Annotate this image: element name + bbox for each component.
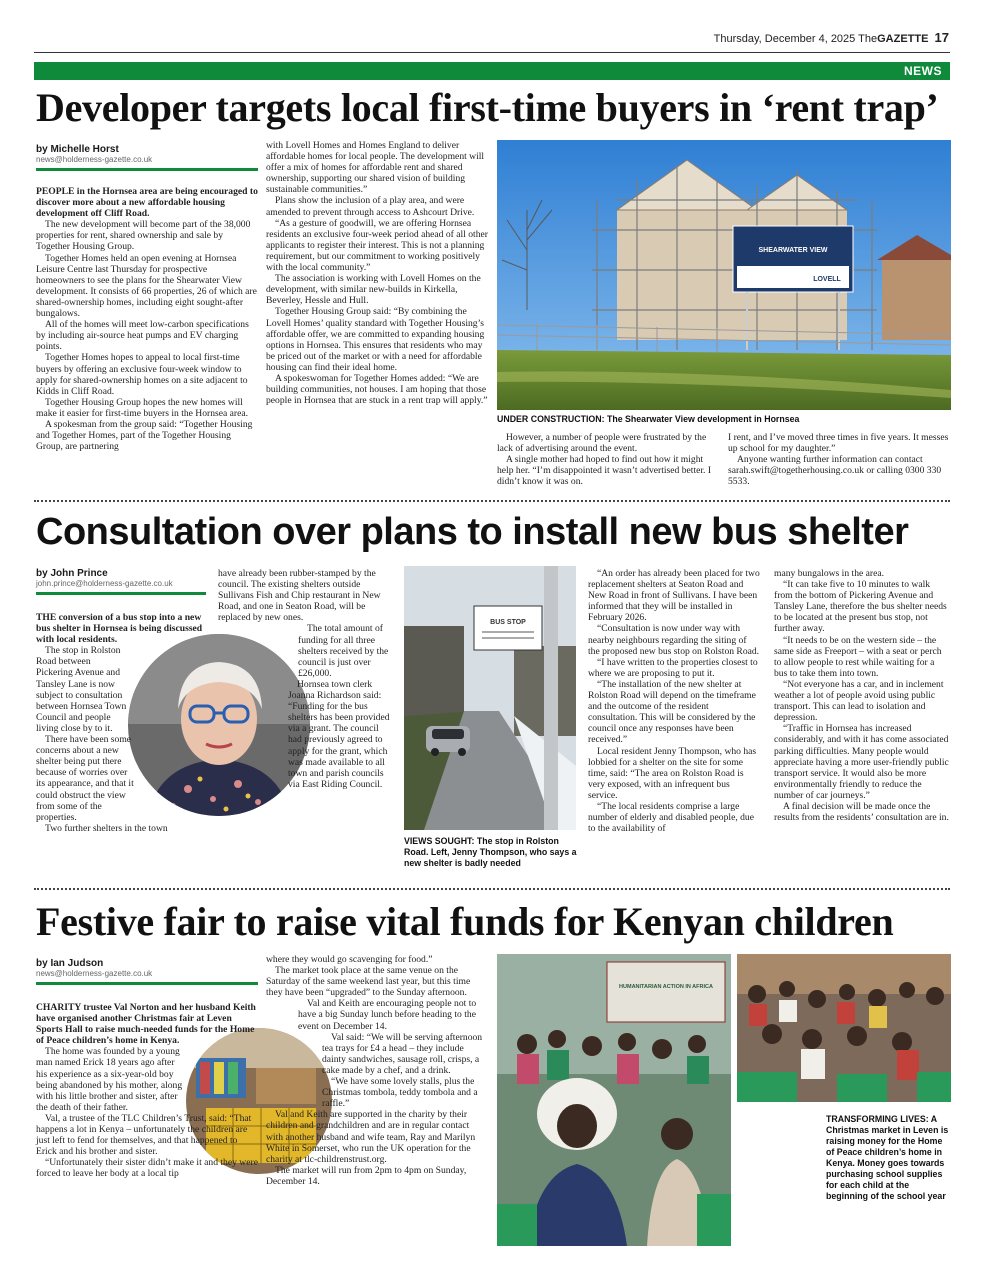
article1-paragraph: Anyone wanting further information can contact sarah.swift@togetherhousing.co.uk or calling 0300 330 5533. xyxy=(728,454,942,488)
article2-byline-block xyxy=(36,568,206,595)
article1-column-2 xyxy=(266,140,488,406)
article1-lead-paragraph: PEOPLE in the Hornsea area are being encouraged to discover more about a new affordable housing development off Cliff Road. xyxy=(36,186,258,220)
article2-paragraph: “Not everyone has a car, and in inclement weather a lot of people avoid using public transport. This can lead to isolation and depression. xyxy=(774,678,944,724)
article3-paragraph: where they would go scavenging for food.” xyxy=(266,954,433,965)
construction-photo xyxy=(497,140,951,410)
article1-paragraph: with Lovell Homes and Homes England to deliver affordable homes for local people. The development will offer a mix of homes for affordable rent and shared ownership, supporting our shared vision of building sustainable communities.” xyxy=(266,140,485,196)
sign-title: SHEARWATER VIEW xyxy=(758,247,828,254)
article2-paragraph: The total amount of funding for all three shelters received by the council is just over £26,000. xyxy=(298,623,389,679)
banner-text: HUMANITARIAN ACTION IN AFRICA xyxy=(619,984,713,990)
article3-column-2 xyxy=(266,954,488,1187)
article1-paragraph: The association is working with Lovell Homes on the development, with similar new-builds in Kirkella, Beverley, Hessle and Hull. xyxy=(266,273,481,307)
article3-column-1 xyxy=(36,1002,258,1180)
article2-column-4 xyxy=(774,568,950,823)
article3-headline: Festive fair to raise vital funds for Kenyan children xyxy=(36,899,894,944)
article2-paragraph: The stop in Rolston Road between Pickering Avenue and Tansley Lane is now subject to consultation between Hornsea Town Council and people living close by to it. xyxy=(36,645,127,734)
article3-paragraph: Val, a trustee of the TLC Children’s Trust, said: “That happens a lot in Kenya – unfortunately the children are just left to fend for themselves, and that happened to Erick and his brother and sister. xyxy=(36,1112,252,1158)
article1-column-4 xyxy=(728,432,950,487)
divider-1 xyxy=(34,500,950,502)
paper-prefix: The xyxy=(858,33,878,45)
article1-headline: Developer targets local first-time buyers in ‘rent trap’ xyxy=(36,85,939,130)
article3-green-rule xyxy=(36,982,258,985)
article3-paragraph: Val and Keith are encouraging people not to have a big Sunday lunch before heading to the event on December 14. xyxy=(298,998,477,1032)
issue-date: Thursday, December 4, 2025 xyxy=(713,33,856,45)
article2-paragraph: “It can take five to 10 minutes to walk from the bottom of Pickering Avenue and Tansley Lane, therefore the bus shelter needs to be located at the present bus stop, not further away. xyxy=(774,579,947,635)
article1-paragraph: “As a gesture of goodwill, we are offering Hornsea residents an exclusive four-week period ahead of all other applicants to register their interest. This is not a planning requirement, but our commitment to working positively with the local community.” xyxy=(266,217,488,274)
article1-paragraph: However, a number of people were frustrated by the lack of advertising around the event. xyxy=(497,432,707,455)
article1-byline: by Michelle Horst xyxy=(36,144,119,155)
article1-column-1 xyxy=(36,186,258,452)
article2-paragraph: “The installation of the new shelter at Rolston Road will depend on the timeframe and the outcome of the resident consultation. This will be considered by the council once any responses have been received.” xyxy=(588,678,756,746)
sign-brand: LOVELL xyxy=(813,276,841,283)
article3-lead-paragraph: CHARITY trustee Val Norton and her husband Keith have organised another Christmas fair at Leven Sports Hall to raise much-needed funds for the Home of Peace children’s home in Kenya. xyxy=(36,1002,256,1047)
article3-paragraph: The market took place at the same venue on the Saturday of the same weekend last year, but this time they have been “upgraded” to the Sunday afternoon. xyxy=(266,965,471,999)
article2-paragraph: “An order has already been placed for two replacement shelters at Seaton Road and New Road in front of Sullivans. I have been informed that they will be installed in February 2026. xyxy=(588,568,760,624)
paper-name: GAZETTE xyxy=(877,33,929,45)
article1-paragraph: The new development will become part of the 38,000 properties for rent, shared ownership and sale by Together Housing Group. xyxy=(36,219,251,253)
article2-column-2 xyxy=(218,568,390,790)
article1-paragraph: Together Homes hopes to appeal to local first-time buyers by offering an exclusive four-week window to apply for shared-ownership homes on a site adjacent to Kidds in Cliff Road. xyxy=(36,352,248,397)
article2-paragraph: A final decision will be made once the results from the residents’ consultation are in. xyxy=(774,800,949,824)
article2-byline: by John Prince xyxy=(36,568,108,579)
article2-paragraph: “I have written to the properties closest to where we are proposing to put it. xyxy=(588,656,758,679)
article2-column-1 xyxy=(36,612,204,834)
article3-paragraph: The home was founded by a young man named Erick 18 years ago after his experience as a six-year-old boy being abandoned by his mother, along with his little brother and sister, after the death of their father. xyxy=(36,1046,183,1113)
article3-paragraph: The market will run from 2pm to 4pm on Sunday, December 14. xyxy=(266,1164,467,1187)
article1-paragraph: Plans show the inclusion of a play area, and were amended to prevent through access to Ashcourt Drive. xyxy=(266,195,475,218)
article2-paragraph: have already been rubber-stamped by the council. The existing shelters outside Sullivans Fish and Chip restaurant in New Road, and one in Seaton Road, will be replaced by new ones. xyxy=(218,568,381,624)
article1-paragraph: All of the homes will meet low-carbon specifications by including air-source heat pumps and EV charging points. xyxy=(36,319,249,353)
article1-paragraph: I rent, and I’ve moved three times in five years. It messes up school for my daughter.” xyxy=(728,432,949,455)
page-number: 17 xyxy=(934,30,949,45)
childrens-home-photo xyxy=(497,954,731,1246)
article2-paragraph: “The local residents comprise a large number of elderly and disabled people, due to the availability of xyxy=(588,800,754,835)
divider-2 xyxy=(34,888,950,890)
article2-paragraph: “Traffic in Hornsea has increased considerably, and with it has come associated parking difficulties. Many people would appreciate having a more user-friendly public transport service. It would also be more environmentally friendly to reduce the number of car journeys.” xyxy=(774,723,949,801)
section-label: NEWS xyxy=(904,64,942,78)
masthead xyxy=(714,30,949,45)
article2-paragraph: Hornsea town clerk Joanna Richardson said: “Funding for the bus shelters has been provided via a grant. The council had previously agreed to apply for the grant, which was made available to all town and parish councils via East Riding Council. xyxy=(288,678,390,790)
article3-paragraph: Val said: “We will be serving afternoon tea trays for £4 a head – they include dainty sandwiches, sausage roll, crisps, a cake made by a chef, and a drink. xyxy=(322,1031,483,1076)
article2-email[interactable]: john.prince@holderness-gazette.co.uk xyxy=(36,579,173,588)
top-rule xyxy=(34,52,950,53)
article2-paragraph: “It needs to be on the western side – the same side as Freeport – with a seat or perch to allow people to rest while waiting for a bus to take them into town. xyxy=(774,634,942,679)
article1-paragraph: A spokeswoman for Together Homes added: “We are building communities, not houses. I am hoping that those people in Hornsea that are stuck in a rent trap will apply.” xyxy=(266,372,488,407)
article1-byline-block xyxy=(36,144,258,171)
article3-paragraph: Val and Keith are supported in the charity by their children and grandchildren and are in regular contact with another husband and wife team, Ray and Marilyn White in Somerset, who run the UK operation for the charity at tlc-childrenstrust.org. xyxy=(266,1109,476,1165)
bus-sign-label: BUS STOP xyxy=(490,619,526,626)
article3-email[interactable]: news@holderness-gazette.co.uk xyxy=(36,969,153,978)
construction-photo-caption: UNDER CONSTRUCTION: The Shearwater View development in Hornsea xyxy=(497,414,800,424)
article2-headline: Consultation over plans to install new bus shelter xyxy=(36,511,909,553)
article2-paragraph: Two further shelters in the town xyxy=(45,822,168,834)
article1-email[interactable]: news@holderness-gazette.co.uk xyxy=(36,155,153,164)
article1-column-3 xyxy=(497,432,719,487)
article2-green-rule xyxy=(36,592,206,595)
section-bar xyxy=(34,62,950,80)
article2-lead-paragraph: THE conversion of a bus stop into a new bus shelter in Hornsea is being discussed with local residents. xyxy=(36,612,203,646)
article3-paragraph: “We have some lovely stalls, plus the Christmas tombola, teddy tombola and a raffle.” xyxy=(322,1076,478,1110)
children-group-photo xyxy=(737,954,951,1102)
article2-paragraph: Local resident Jenny Thompson, who has lobbied for a shelter on the site for some time, said: “The area on Rolston Road is very exposed, with an infrequent bus service. xyxy=(588,745,757,801)
article1-paragraph: A single mother had hoped to find out how it might help her. “I’m disappointed it wasn’t advertised better. I didn’t know it was on. xyxy=(497,454,712,488)
kenya-photo-caption: TRANSFORMING LIVES: A Christmas market in Leven is raising money for the Home of Peace children’s home in Kenya. Money goes towards purchasing school supplies for each child at the beginning of the school year xyxy=(826,1114,949,1201)
article1-paragraph: Together Housing Group hopes the new homes will make it easier for first-time buyers in the Hornsea area. xyxy=(36,396,249,419)
article1-green-rule xyxy=(36,168,258,171)
bus-stop-photo xyxy=(404,566,576,830)
article2-paragraph: “Consultation is now under way with nearby neighbours regarding the siting of the proposed new bus stop on Rolston Road. xyxy=(588,623,760,657)
article3-byline-block xyxy=(36,958,258,985)
article1-paragraph: Together Homes held an open evening at Hornsea Leisure Centre last Thursday for prospective homeowners to see the plans for the Shearwater View development. It consists of 66 properties, 26 of which are shared-ownership homes, including eight sought-after bungalows. xyxy=(36,252,257,320)
article2-column-3 xyxy=(588,568,760,834)
article2-paragraph: many bungalows in the area. xyxy=(774,568,885,579)
article1-paragraph: Together Housing Group said: “By combining the Lovell Homes’ quality standard with Together Housing’s affordable offer, we are committed to expanding housing options in Hornsea. This ensures that residents who may be priced out of the market or with a need for affordable housing can find their ideal home. xyxy=(266,306,485,373)
article1-paragraph: A spokesman from the group said: “Together Housing and Together Homes, part of the Together Housing Group, are partnering xyxy=(36,418,253,453)
article3-byline: by Ian Judson xyxy=(36,958,104,969)
bus-stop-photo-caption: VIEWS SOUGHT: The stop in Rolston Road. Left, Jenny Thompson, who says a new shelter is badly needed xyxy=(404,836,577,868)
article2-paragraph: There have been some concerns about a new shelter being put there because of worries over its appearance, and that it could obstruct the view from some of the properties. xyxy=(36,734,134,823)
article3-paragraph: “Unfortunately their sister didn’t make it and they were forced to leave her body at a local tip xyxy=(36,1157,258,1180)
